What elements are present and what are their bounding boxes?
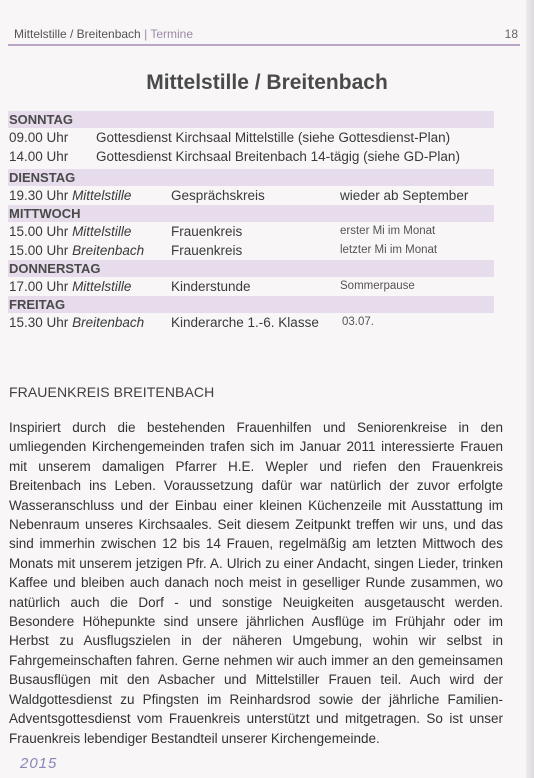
header-rule (8, 44, 520, 46)
day-header-tuesday: DIENSTAG (8, 169, 494, 186)
entry-event: Kinderarche 1.-6. Klasse (171, 315, 319, 330)
running-header (14, 26, 518, 42)
entry-note: erster Mi im Monat (340, 225, 436, 237)
header-section: Mittelstille / Breitenbach (14, 27, 141, 41)
day-header-friday: FREITAG (8, 296, 494, 313)
page-edge (526, 0, 534, 778)
entry-note: wieder ab September (340, 188, 469, 203)
entry-place: Mittelstille (72, 188, 132, 203)
entry-place: Mittelstille (72, 279, 132, 294)
entry-place: Breitenbach (72, 315, 145, 330)
entry-place: Mittelstille (72, 224, 132, 239)
schedule-row (8, 147, 494, 166)
schedule-row (8, 241, 494, 260)
day-header-thursday: DONNERSTAG (8, 260, 494, 277)
schedule-row (8, 222, 494, 241)
entry-note: letzter Mi im Monat (340, 244, 438, 256)
schedule-row (8, 277, 494, 296)
entry-time: 09.00 Uhr (9, 130, 69, 145)
entry-event: Frauenkreis (171, 243, 243, 258)
entry-time-place (9, 222, 131, 241)
entry-time-place (9, 186, 131, 205)
entry-time-place (9, 313, 144, 332)
page-title: Mittelstille / Breitenbach (146, 71, 388, 94)
entry-time-place (9, 241, 144, 260)
schedule-row (8, 186, 494, 205)
entry-event: Kinderstunde (171, 279, 251, 294)
entry-time-place (9, 277, 131, 296)
entry-event: Gesprächskreis (171, 188, 265, 203)
header-separator: | (144, 27, 148, 41)
schedule-row (8, 128, 494, 147)
header-category: Termine (150, 27, 194, 41)
entry-note: 03.07. (342, 316, 374, 328)
entry-time: 15.30 Uhr (9, 315, 69, 330)
entry-time: 19.30 Uhr (9, 188, 69, 203)
section-title: FRAUENKREIS BREITENBACH (9, 384, 215, 400)
article-body: Inspiriert durch die bestehenden Frauenhilfen und Seniorenkreise in den umliegenden Kirchengemeinden trafen sich im Januar 2011 interessierte Frauen mit unserem damaligen Pfarrer H.E. Wepler und riefen den Frauenkreis Breitenbach ins Leben. Voraussetzung dafür war natürlich der zuvor erfolgte Wasseranschluss und der Einbau einer kleinen Küchenzeile mit Ausstattung im Nebenraum unseres Kirchsaales. Seit diesem Zeitpunkt treffen wir uns, und das sind immerhin zwischen 12 bis 14 Frauen, regelmäßig am letzten Mittwoch des Monats mit unserem jetzigen Pfr. A. Ulrich zu einer Andacht, singen Lieder, trinken Kaffee und bleiben auch danach noch meist in geselliger Runde zusammen, wo natürlich auch die Dorf - und sonstige Neuigkeiten ausgetauscht werden. Besondere Höhepunkte sind unsere jährlichen Ausflüge im Frühjahr oder im Herbst zu Ausflugszielen in der näheren Umgebung, wohin wir selbst in Fahrgemeinschaften fahren. Gerne nehmen wir auch immer an den gemeinsamen Busausflügen mit den Asbacher und Mittelstiller Frauen teil. Auch wird der Waldgottesdienst zu Pfingsten im Reinhardsrod sowie der jährliche Familien-Adventsgottesdienst vom Frauenkreis unterstützt und mitgetragen. So ist unser Frauenkreis lebendiger Bestandteil unserer Kirchengemeinde. (9, 420, 503, 746)
entry-time: 14.00 Uhr (9, 149, 69, 164)
schedule-row (8, 313, 494, 332)
entry-description: Gottesdienst Kirchsaal Breitenbach 14-tägig (siehe GD-Plan) (96, 149, 460, 164)
entry-time: 15.00 Uhr (9, 224, 69, 239)
entry-place: Breitenbach (72, 243, 145, 258)
entry-note: Sommerpause (340, 280, 415, 292)
entry-event: Frauenkreis (171, 224, 243, 239)
entry-time: 15.00 Uhr (9, 243, 69, 258)
day-header-wednesday: MITTWOCH (8, 205, 494, 222)
day-header-sunday: SONNTAG (8, 111, 494, 128)
schedule-table (8, 111, 494, 332)
page-number: 18 (504, 27, 518, 41)
entry-description: Gottesdienst Kirchsaal Mittelstille (siehe Gottesdienst-Plan) (96, 130, 451, 145)
entry-time: 17.00 Uhr (9, 279, 69, 294)
handwritten-year: 2015 (20, 755, 58, 772)
